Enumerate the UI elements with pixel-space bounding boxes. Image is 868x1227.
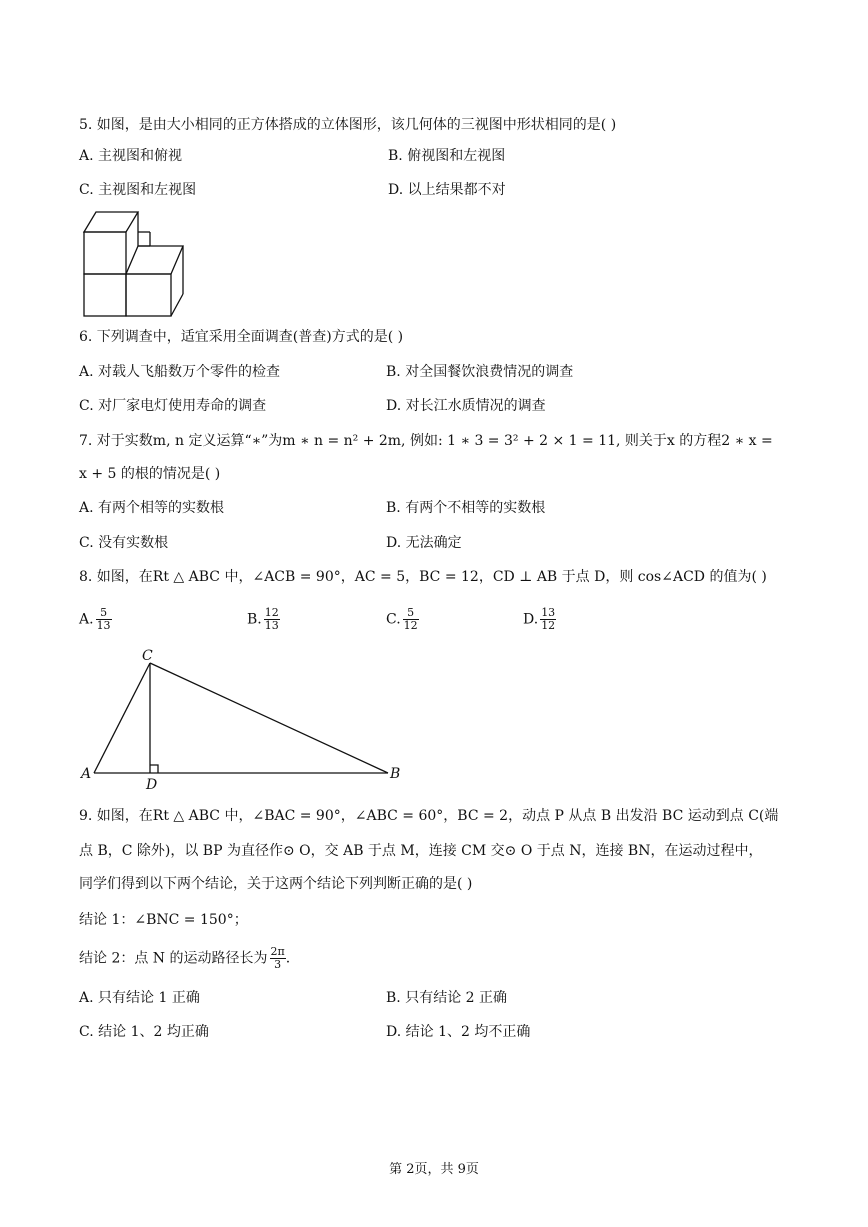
q6-stem: 6. 下列调查中，适宜采用全面调查(普查)方式的是( ) (79, 329, 404, 345)
q9-stem-line1: 9. 如图，在Rt △ ABC 中，∠BAC = 90°，∠ABC = 60°，BC = 2，动点 P 从点 B 出发沿 BC 运动到点 C(端 (79, 808, 779, 824)
q5-option-b: B. 俯视图和左视图 (388, 148, 506, 164)
q8-option-b-letter: B. (247, 611, 262, 628)
q8-option-d-denominator: 12 (541, 619, 556, 632)
q8-option-a (79, 607, 112, 632)
q8-option-b-denominator: 13 (264, 619, 279, 632)
q8-option-d (523, 607, 556, 632)
q5-option-d: D. 以上结果都不对 (388, 182, 506, 198)
q7-option-d: D. 无法确定 (386, 535, 462, 551)
q7-stem-line1: 7. 对于实数m, n 定义运算“∗”为m ∗ n = n² + 2m, 例如: 1 ∗ 3 = 3² + 2 × 1 = 11, 则关于x 的方程2 ∗ x = (79, 433, 773, 449)
q9-conclusion-2-text: 结论 2：点 N 的运动路径长为 (79, 950, 268, 967)
label-d: D (146, 777, 158, 793)
page-footer: 第 2页，共 9页 (389, 1162, 479, 1177)
q8-option-c-numerator: 5 (403, 607, 419, 620)
q9-option-d: D. 结论 1、2 均不正确 (386, 1024, 531, 1040)
q5-stem: 5. 如图，是由大小相同的正方体搭成的立体图形，该几何体的三视图中形状相同的是( ) (79, 117, 617, 133)
q8-stem: 8. 如图，在Rt △ ABC 中，∠ACB = 90°，AC = 5，BC = 12，CD ⊥ AB 于点 D，则 cos∠ACD 的值为( ) (79, 569, 767, 585)
q9-option-a: A. 只有结论 1 正确 (79, 990, 200, 1006)
q9-conclusion-2-fraction (270, 946, 286, 971)
q5-option-c: C. 主视图和左视图 (79, 182, 197, 198)
triangle-side-ac (94, 663, 150, 773)
q6-option-a: A. 对载人飞船数万个零件的检查 (79, 364, 281, 380)
q8-option-a-letter: A. (79, 611, 94, 628)
label-c: C (142, 648, 153, 664)
q8-option-c-letter: C. (386, 611, 401, 628)
q9-conclusion-2-numerator: 2π (270, 945, 285, 958)
q7-option-c: C. 没有实数根 (79, 535, 169, 551)
q8-option-a-fraction (96, 607, 112, 632)
q8-option-b (247, 607, 280, 632)
q9-stem-line2: 点 B，C 除外)，以 BP 为直径作⊙ O，交 AB 于点 M，连接 CM 交⊙ O 于点 N，连接 BN，在运动过程中， (79, 843, 763, 859)
q7-option-b: B. 有两个不相等的实数根 (386, 500, 546, 516)
right-angle-mark (150, 765, 158, 773)
label-a: A (81, 766, 92, 782)
label-b: B (390, 766, 401, 782)
q8-option-b-fraction (264, 607, 280, 632)
q8-option-c-fraction (403, 607, 419, 632)
q8-option-b-numerator: 12 (264, 606, 279, 619)
q8-option-c-denominator: 12 (403, 619, 418, 632)
q9-conclusion-2 (79, 946, 290, 971)
q7-stem-line2: x + 5 的根的情况是( ) (79, 466, 221, 482)
q7-option-a: A. 有两个相等的实数根 (79, 500, 225, 516)
q9-conclusion-2-denominator: 3 (274, 958, 282, 971)
q8-option-d-numerator: 13 (541, 606, 556, 619)
q8-option-a-denominator: 13 (96, 619, 111, 632)
triangle-side-bc (150, 663, 388, 773)
triangle-figure (80, 645, 410, 793)
q8-option-d-letter: D. (523, 611, 539, 628)
q8-option-d-fraction (540, 607, 556, 632)
q6-option-b: B. 对全国餐饮浪费情况的调查 (386, 364, 574, 380)
q9-option-b: B. 只有结论 2 正确 (386, 990, 507, 1006)
q6-option-c: C. 对厂家电灯使用寿命的调查 (79, 398, 267, 414)
q8-option-a-numerator: 5 (96, 607, 112, 620)
q6-option-d: D. 对长江水质情况的调查 (386, 398, 546, 414)
q5-option-a: A. 主视图和俯视 (79, 148, 183, 164)
q9-conclusion-2-period: . (285, 950, 291, 967)
q9-conclusion-1: 结论 1：∠BNC = 150°； (79, 912, 248, 928)
cube-solid-figure (80, 208, 190, 318)
q9-stem-line3: 同学们得到以下两个结论，关于这两个结论下列判断正确的是( ) (79, 876, 473, 892)
q8-option-c (386, 607, 419, 632)
q9-option-c: C. 结论 1、2 均正确 (79, 1024, 209, 1040)
